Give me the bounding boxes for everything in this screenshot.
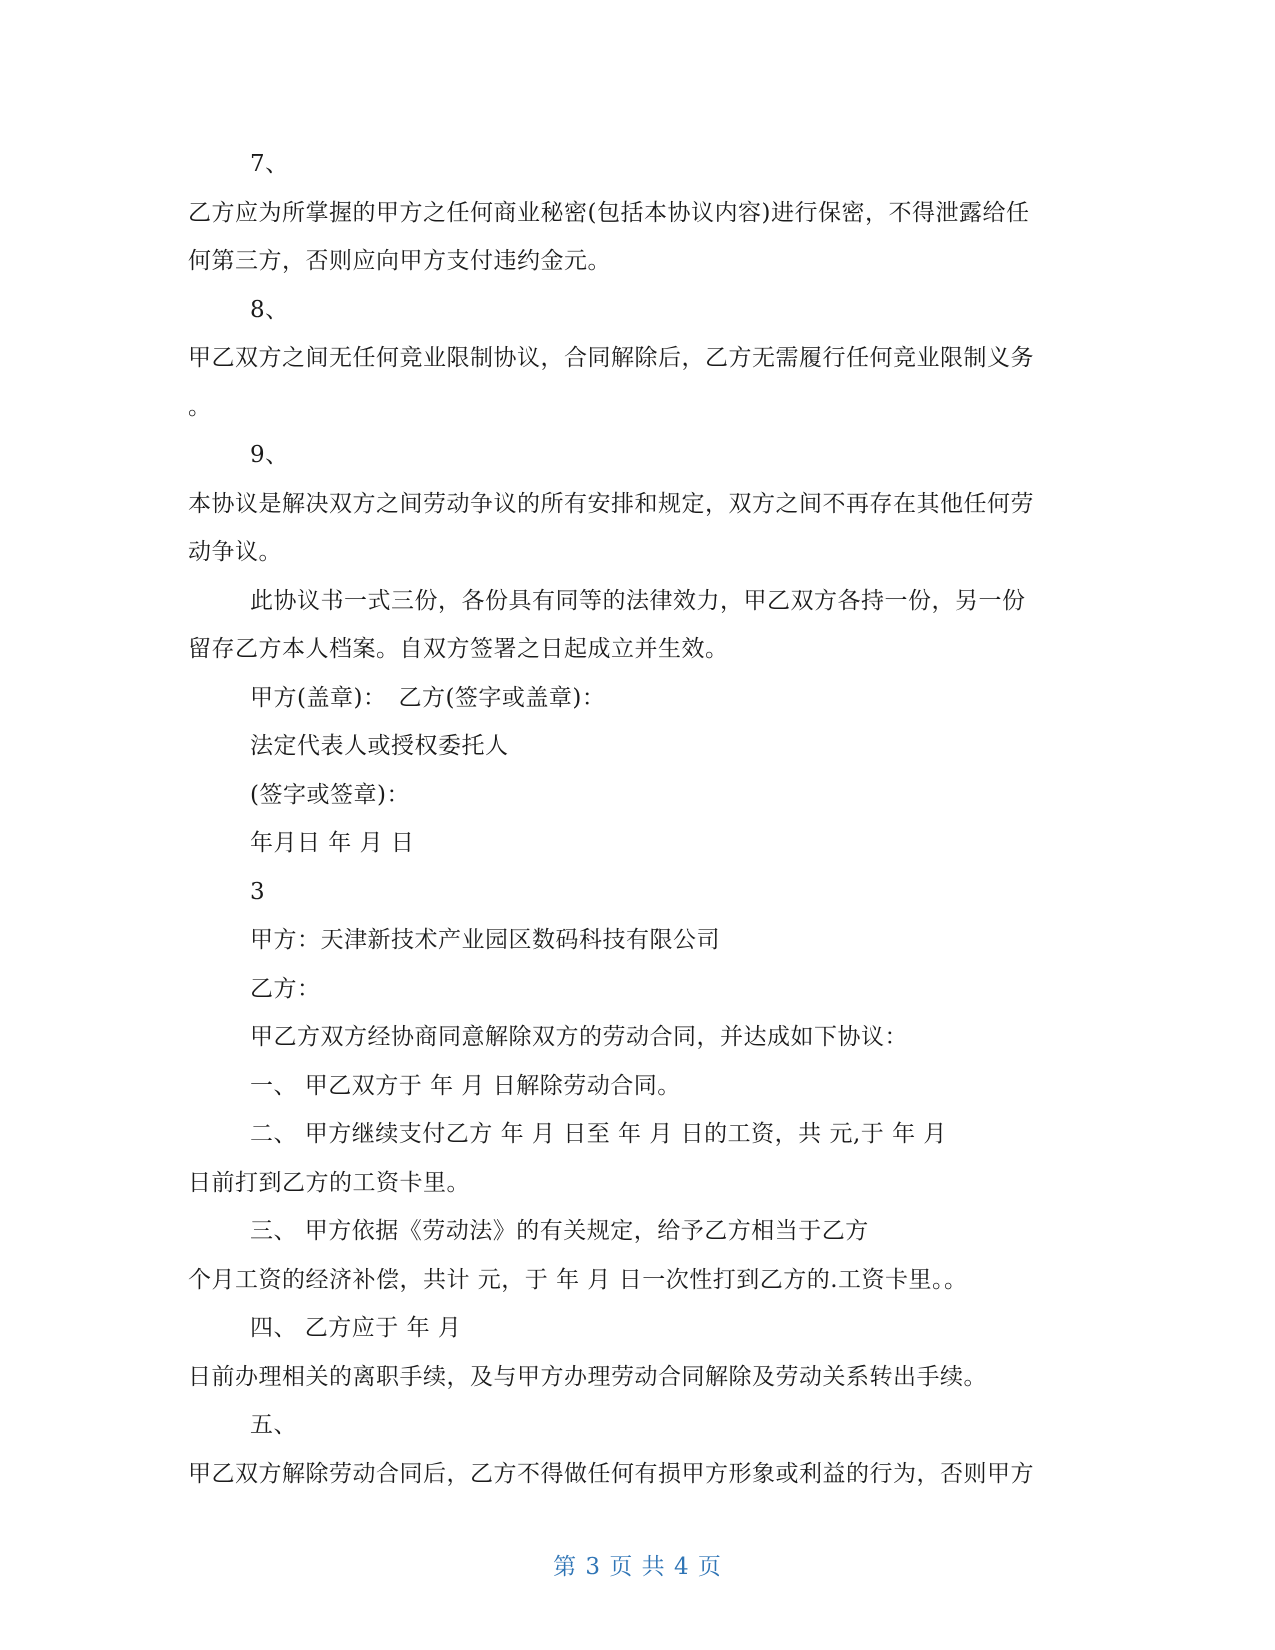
- paragraph-line: 此协议书一式三份，各份具有同等的法律效力，甲乙双方各持一份，另一份: [250, 587, 1026, 614]
- party-a-line: 甲方：天津新技术产业园区数码科技有限公司: [250, 927, 720, 953]
- page-number-footer: 第 3 页 共 4 页: [553, 1554, 722, 1580]
- paragraph-line: 甲乙双方解除劳动合同后，乙方不得做任何有损甲方形象或利益的行为，否则甲方: [188, 1460, 1034, 1487]
- document-body: [188, 140, 1088, 1498]
- clause-2: 二、 甲方继续支付乙方 年 月 日至 年 月 日的工资，共 元,于 年 月: [250, 1121, 947, 1147]
- clause-number-7: 7、: [250, 151, 289, 177]
- clause-5: 五、: [250, 1412, 297, 1438]
- clause-3: 三、 甲方依据《劳动法》的有关规定，给予乙方相当于乙方: [250, 1218, 869, 1244]
- clause-number-9: 9、: [250, 442, 289, 468]
- section-number: 3: [250, 878, 266, 905]
- party-b-line: 乙方：: [250, 975, 321, 1002]
- date-line: 年月日 年 月 日: [250, 830, 415, 856]
- clause-4: 四、 乙方应于 年 月: [250, 1315, 462, 1341]
- paragraph-line: 动争议。: [188, 539, 282, 565]
- paragraph-line: 个月工资的经济补偿，共计 元，于 年 月 日一次性打到乙方的.工资卡里。。: [188, 1266, 968, 1293]
- paragraph-line: 何第三方，否则应向甲方支付违约金元。: [188, 248, 611, 274]
- agreement-intro: 甲乙方双方经协商同意解除双方的劳动合同，并达成如下协议：: [250, 1024, 908, 1050]
- paragraph-line: 留存乙方本人档案。自双方签署之日起成立并生效。: [188, 636, 729, 662]
- paragraph-line: 。: [188, 393, 212, 420]
- paragraph-line: 乙方应为所掌握的甲方之任何商业秘密(包括本协议内容)进行保密，不得泄露给任: [188, 199, 1030, 226]
- paragraph-line: 本协议是解决双方之间劳动争议的所有安排和规定，双方之间不再存在其他任何劳: [188, 490, 1034, 517]
- legal-representative-label: 法定代表人或授权委托人: [250, 733, 509, 759]
- signature-label: (签字或签章)：: [250, 781, 410, 808]
- paragraph-line: 日前打到乙方的工资卡里。: [188, 1169, 470, 1196]
- clause-number-8: 8、: [250, 296, 289, 323]
- clause-1: 一、 甲乙双方于 年 月 日解除劳动合同。: [250, 1072, 681, 1099]
- paragraph-line: 日前办理相关的离职手续，及与甲方办理劳动合同解除及劳动关系转出手续。: [188, 1363, 987, 1390]
- signature-parties: 甲方(盖章)： 乙方(签字或盖章)：: [250, 684, 606, 711]
- paragraph-line: 甲乙双方之间无任何竞业限制协议，合同解除后，乙方无需履行任何竞业限制义务: [188, 345, 1034, 371]
